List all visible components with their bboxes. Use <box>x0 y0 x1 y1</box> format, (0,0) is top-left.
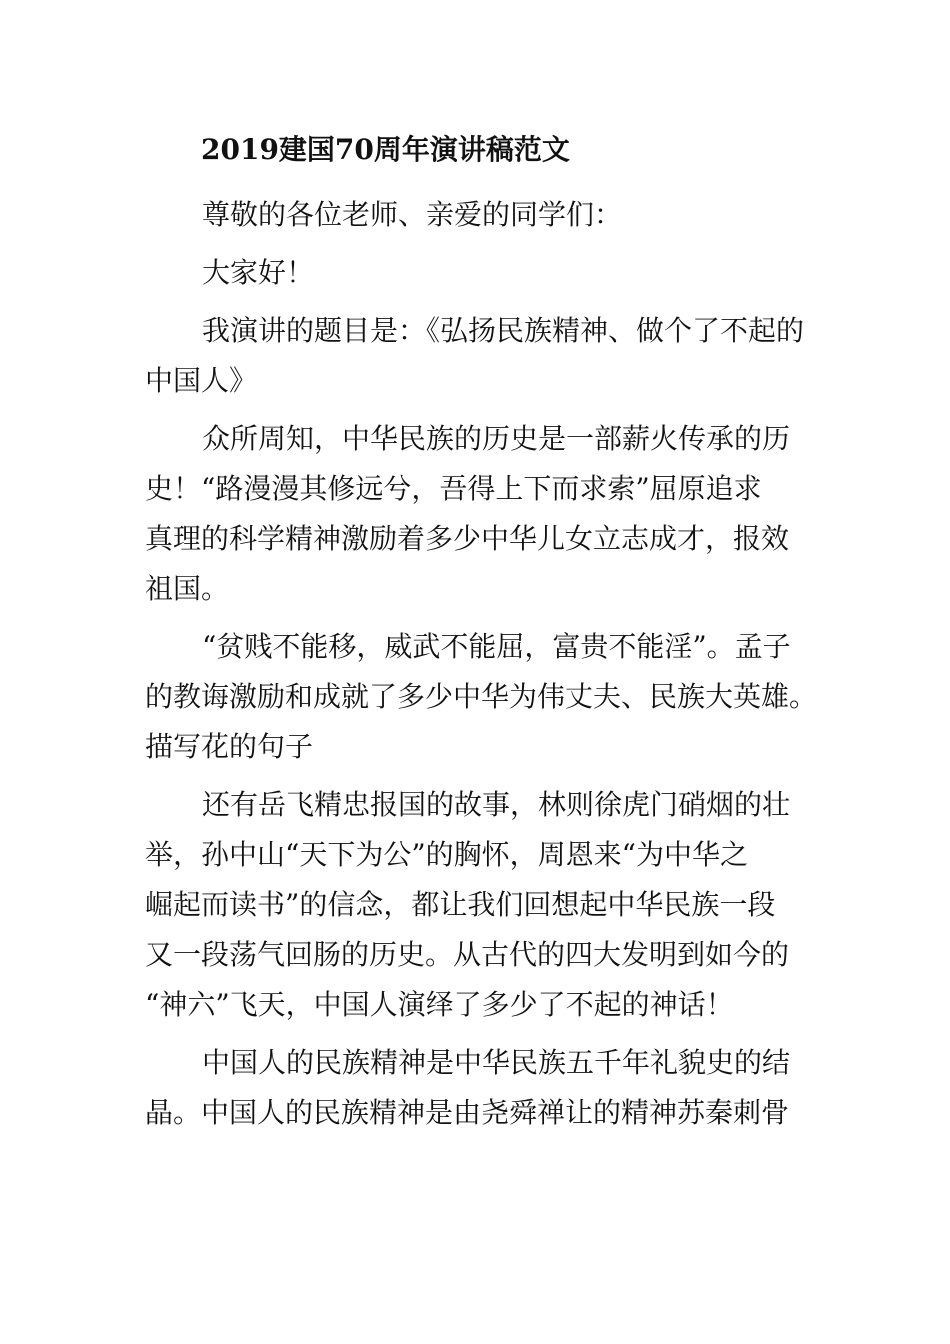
paragraph-line: 还有岳飞精忠报国的故事，林则徐虎门硝烟的壮 <box>202 788 791 821</box>
paragraph-line: 晶。中国人的民族精神是由尧舜禅让的精神苏秦刺骨 <box>145 1096 790 1129</box>
document-body <box>145 190 835 1146</box>
paragraph-line: 中国人的民族精神是中华民族五千年礼貌史的结 <box>202 1046 791 1079</box>
paragraph-line: 大家好！ <box>202 256 315 289</box>
paragraph-mencius <box>145 622 835 772</box>
paragraph-history <box>145 414 835 614</box>
paragraph-heroes <box>145 780 835 1030</box>
paragraph-line: 祖国。 <box>145 572 230 605</box>
paragraph-line: 崛起而读书”的信念，都让我们回想起中华民族一段 <box>145 888 776 921</box>
paragraph-topic <box>145 306 835 406</box>
paragraph-hello <box>145 248 835 298</box>
paragraph-line: 举，孙中山“天下为公”的胸怀，周恩来“为中华之 <box>145 838 748 871</box>
paragraph-line: 真理的科学精神激励着多少中华儿女立志成才，报效 <box>145 522 790 555</box>
document-title: 2019建国70周年演讲稿范文 <box>201 133 570 166</box>
paragraph-line: 的教诲激励和成就了多少中华为伟丈夫、民族大英雄。 <box>145 680 818 713</box>
paragraph-line: “贫贱不能移，威武不能屈，富贵不能淫”。孟子 <box>202 630 791 663</box>
paragraph-line: 我演讲的题目是：《弘扬民族精神、做个了不起的 <box>202 314 805 347</box>
paragraph-line: 尊敬的各位老师、亲爱的同学们： <box>202 198 623 231</box>
paragraph-line: 又一段荡气回肠的历史。从古代的四大发明到如今的 <box>145 938 790 971</box>
paragraph-line: 描写花的句子 <box>145 730 314 763</box>
paragraph-greeting <box>145 190 835 240</box>
paragraph-line: 中国人》 <box>145 364 258 397</box>
paragraph-line: “神六”飞天，中国人演绎了多少了不起的神话！ <box>145 988 734 1021</box>
paragraph-line: 众所周知，中华民族的历史是一部薪火传承的历 <box>202 422 791 455</box>
paragraph-line: 史！“路漫漫其修远兮，吾得上下而求索”屈原追求 <box>145 472 762 505</box>
paragraph-national-spirit <box>145 1038 835 1138</box>
